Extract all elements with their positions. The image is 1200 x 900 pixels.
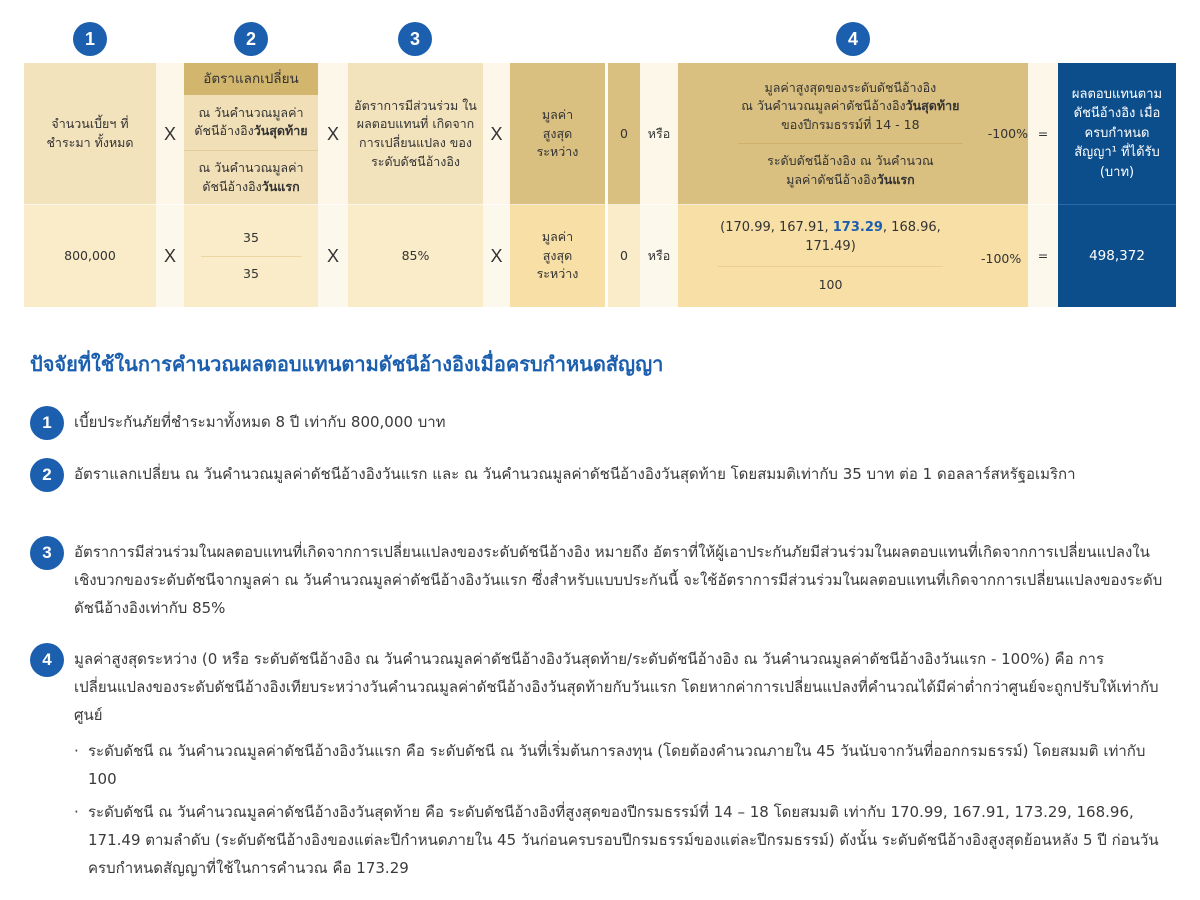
section-title: ปัจจัยที่ใช้ในการคำนวณผลตอบแทนตามดัชนีอ้างอิงเมื่อครบกำหนดสัญญา [30,352,664,376]
zero-value: 0 [620,247,628,263]
fraction-line [738,143,963,144]
header-result [1058,63,1176,205]
result-value: 498,372 [1089,247,1145,264]
bullet-item-2: · ระดับดัชนี ณ วันคำนวณมูลค่าดัชนีอ้างอิงวันสุดท้าย คือ ระดับดัชนีอ้างอิงที่สูงสุดของปีกรมธรรม์ที่ 14 – 18 โดยสมมติ เท่ากับ 170.99, 167.91, 173.29, 168.96, 171.49 ตามลำดับ (ระดับดัชนีอ้างอิงของแต่ละปีกำหนดภายใน 45 วันก่อนครบรอบปีกรมธรรม์ของแต่ละปีกรมธรรม์) ดังนั้น ระดับดัชนีอ้างอิงสูงสุดย้อนหลัง 5 ปี ก่อนวันครบกำหนดสัญญาที่ใช้ในการคำนวณ คือ 173.29 [74,798,1170,882]
or-value: หรือ [647,247,671,263]
exchange-rate-title: อัตราแลกเปลี่ยน [184,63,318,95]
multiply-sign: X [163,123,176,144]
participation-rate-value: 85% [401,247,430,263]
multiply-operator [156,205,184,307]
badge-1: 1 [73,22,107,56]
factor-badge: 3 [30,536,64,570]
header-total-premium [24,63,156,205]
exchange-numerator-value: 35 [243,229,259,245]
equals-sign: = [1037,125,1049,141]
multiply-sign: X [326,245,339,266]
exchange-denominator-value: 35 [243,265,259,281]
equals-sign: = [1037,247,1049,263]
fraction-line [201,256,301,257]
or-label: หรือ [647,125,671,141]
value-participation-rate [348,205,483,307]
fraction-line [718,266,943,267]
factor-text: มูลค่าสูงสุดระหว่าง (0 หรือ ระดับดัชนีอ้างอิง ณ วันคำนวณมูลค่าดัชนีอ้างอิงวันสุดท้าย/ระดับดัชนีอ้างอิง ณ วันคำนวณมูลค่าดัชนีอ้างอิงวันแรก - 100%) คือ การเปลี่ยนแปลงของระดับดัชนีอ้างอิงเทียบระหว่างวันคำนวณมูลค่าดัชนีอ้างอิงวันสุดท้ายกับวันแรก โดยหากค่าการเปลี่ยนแปลงที่คำนวณได้มีค่าต่ำกว่าศูนย์จะถูกปรับให้เท่ากับศูนย์ [74,650,1159,724]
multiply-operator [318,205,348,307]
value-result [1058,205,1176,307]
value-index-ratio [678,205,1028,307]
header-or [640,63,678,205]
value-total-premium [24,205,156,307]
participation-rate-label: อัตราการมีส่วนร่วม ในผลตอบแทนที่ เกิดจากการเปลี่ยนแปลง ของระดับดัชนีอ้างอิง [354,97,477,169]
index-ratio-denominator-line1: ระดับดัชนีอ้างอิง ณ วันคำนวณ [767,152,934,168]
index-values: (170.99, 167.91, 173.29, 168.96, 171.49) [720,219,941,255]
bullet-item-1: · ระดับดัชนี ณ วันคำนวณมูลค่าดัชนีอ้างอิงวันแรก คือ ระดับดัชนี ณ วันที่เริ่มต้นการลงทุน (โดยต้องคำนวณภายใน 45 วันนับจากวันที่ออกกรมธรรม์) โดยสมมติ เท่ากับ 100 [74,737,1170,793]
header-zero [608,63,640,205]
value-exchange-rate [184,205,318,307]
index-ratio-numerator-line3: ของปีกรมธรรม์ที่ 14 - 18 [781,117,920,133]
factor-text: อัตราการมีส่วนร่วมในผลตอบแทนที่เกิดจากการเปลี่ยนแปลงของระดับดัชนีอ้างอิง หมายถึง อัตราที่ให้ผู้เอาประกันภัยมีส่วนร่วมในผลตอบแทนที่เกิดจากการเปลี่ยนแปลงในเชิงบวกของระดับดัชนีจากมูลค่า ณ วันคำนวณมูลค่าดัชนีอ้างอิงวันแรก ซึ่งสำหรับแบบประกันนี้ จะใช้อัตราการมีส่วนร่วมในผลตอบแทนที่เกิดจากการเปลี่ยนแปลงของระดับดัชนีอ้างอิงเท่ากับ 85% [74,543,1163,617]
header-total-premium-label: จำนวนเบี้ยฯ ที่ชำระมา ทั้งหมด [46,116,134,150]
exchange-rate-denominator: ณ วันคำนวณมูลค่า ดัชนีอ้างอิงวันแรก [184,150,318,206]
factor-text: เบี้ยประกันภัยที่ชำระมาทั้งหมด 8 ปี เท่ากับ 800,000 บาท [74,413,446,431]
value-max-between [510,205,605,307]
header-exchange-rate [184,63,318,205]
zero-label: 0 [620,125,628,141]
multiply-sign: X [490,245,503,266]
exchange-rate-numerator: ณ วันคำนวณมูลค่า ดัชนีอ้างอิงวันสุดท้าย [184,95,318,150]
header-max-between [510,63,605,205]
value-zero [608,205,640,307]
row-divider [24,204,1058,205]
header-participation-rate [348,63,483,205]
multiply-sign: X [326,123,339,144]
minus-100-label: -100% [987,125,1028,141]
equals-operator [1028,205,1058,307]
formula-table [24,63,1176,307]
factor-item-4 [30,643,1170,729]
header-index-ratio: มูลค่าสูงสุดของระดับดัชนีอ้างอิง ณ วันคำนวณมูลค่าดัชนีอ้างอิงวันสุดท้าย ของปีกรมธรรม์ที่ 14 - 18 ระดับดัชนีอ้างอิง ณ วันคำนวณ มูลค่าดัชนีอ้างอิงวันแรก -100% [678,63,1028,205]
factor-badge: 4 [30,643,64,677]
multiply-operator [318,63,348,205]
badge-3: 3 [398,22,432,56]
factor-item-1 [30,406,1170,440]
factor-item-2 [30,458,1170,492]
badge-4: 4 [836,22,870,56]
max-between-label: มูลค่า สูงสุด ระหว่าง [536,106,579,160]
multiply-sign: X [490,123,503,144]
index-ratio-numerator-line1: มูลค่าสูงสุดของระดับดัชนีอ้างอิง [764,79,937,95]
multiply-sign: X [163,245,176,266]
factor-item-3 [30,536,1170,622]
result-label: ผลตอบแทนตาม ดัชนีอ้างอิง เมื่อครบกำหนด สัญญา¹ ที่ได้รับ (บาท) [1071,86,1163,180]
multiply-operator [483,205,510,307]
index-denominator-value: 100 [818,276,843,292]
minus-100-value: -100% [981,250,1022,266]
factor-badge: 2 [30,458,64,492]
multiply-operator [483,63,510,205]
highlighted-max-index: 173.29 [832,219,883,235]
factor-text: อัตราแลกเปลี่ยน ณ วันคำนวณมูลค่าดัชนีอ้างอิงวันแรก และ ณ วันคำนวณมูลค่าดัชนีอ้างอิงวันสุดท้าย โดยสมมติเท่ากับ 35 บาท ต่อ 1 ดอลลาร์สหรัฐอเมริกา [74,465,1076,483]
badge-2: 2 [234,22,268,56]
factor-badge: 1 [30,406,64,440]
multiply-operator [156,63,184,205]
value-or [640,205,678,307]
equals-operator [1028,63,1058,205]
max-between-value: มูลค่า สูงสุด ระหว่าง [536,228,579,282]
total-premium-value: 800,000 [64,247,116,263]
